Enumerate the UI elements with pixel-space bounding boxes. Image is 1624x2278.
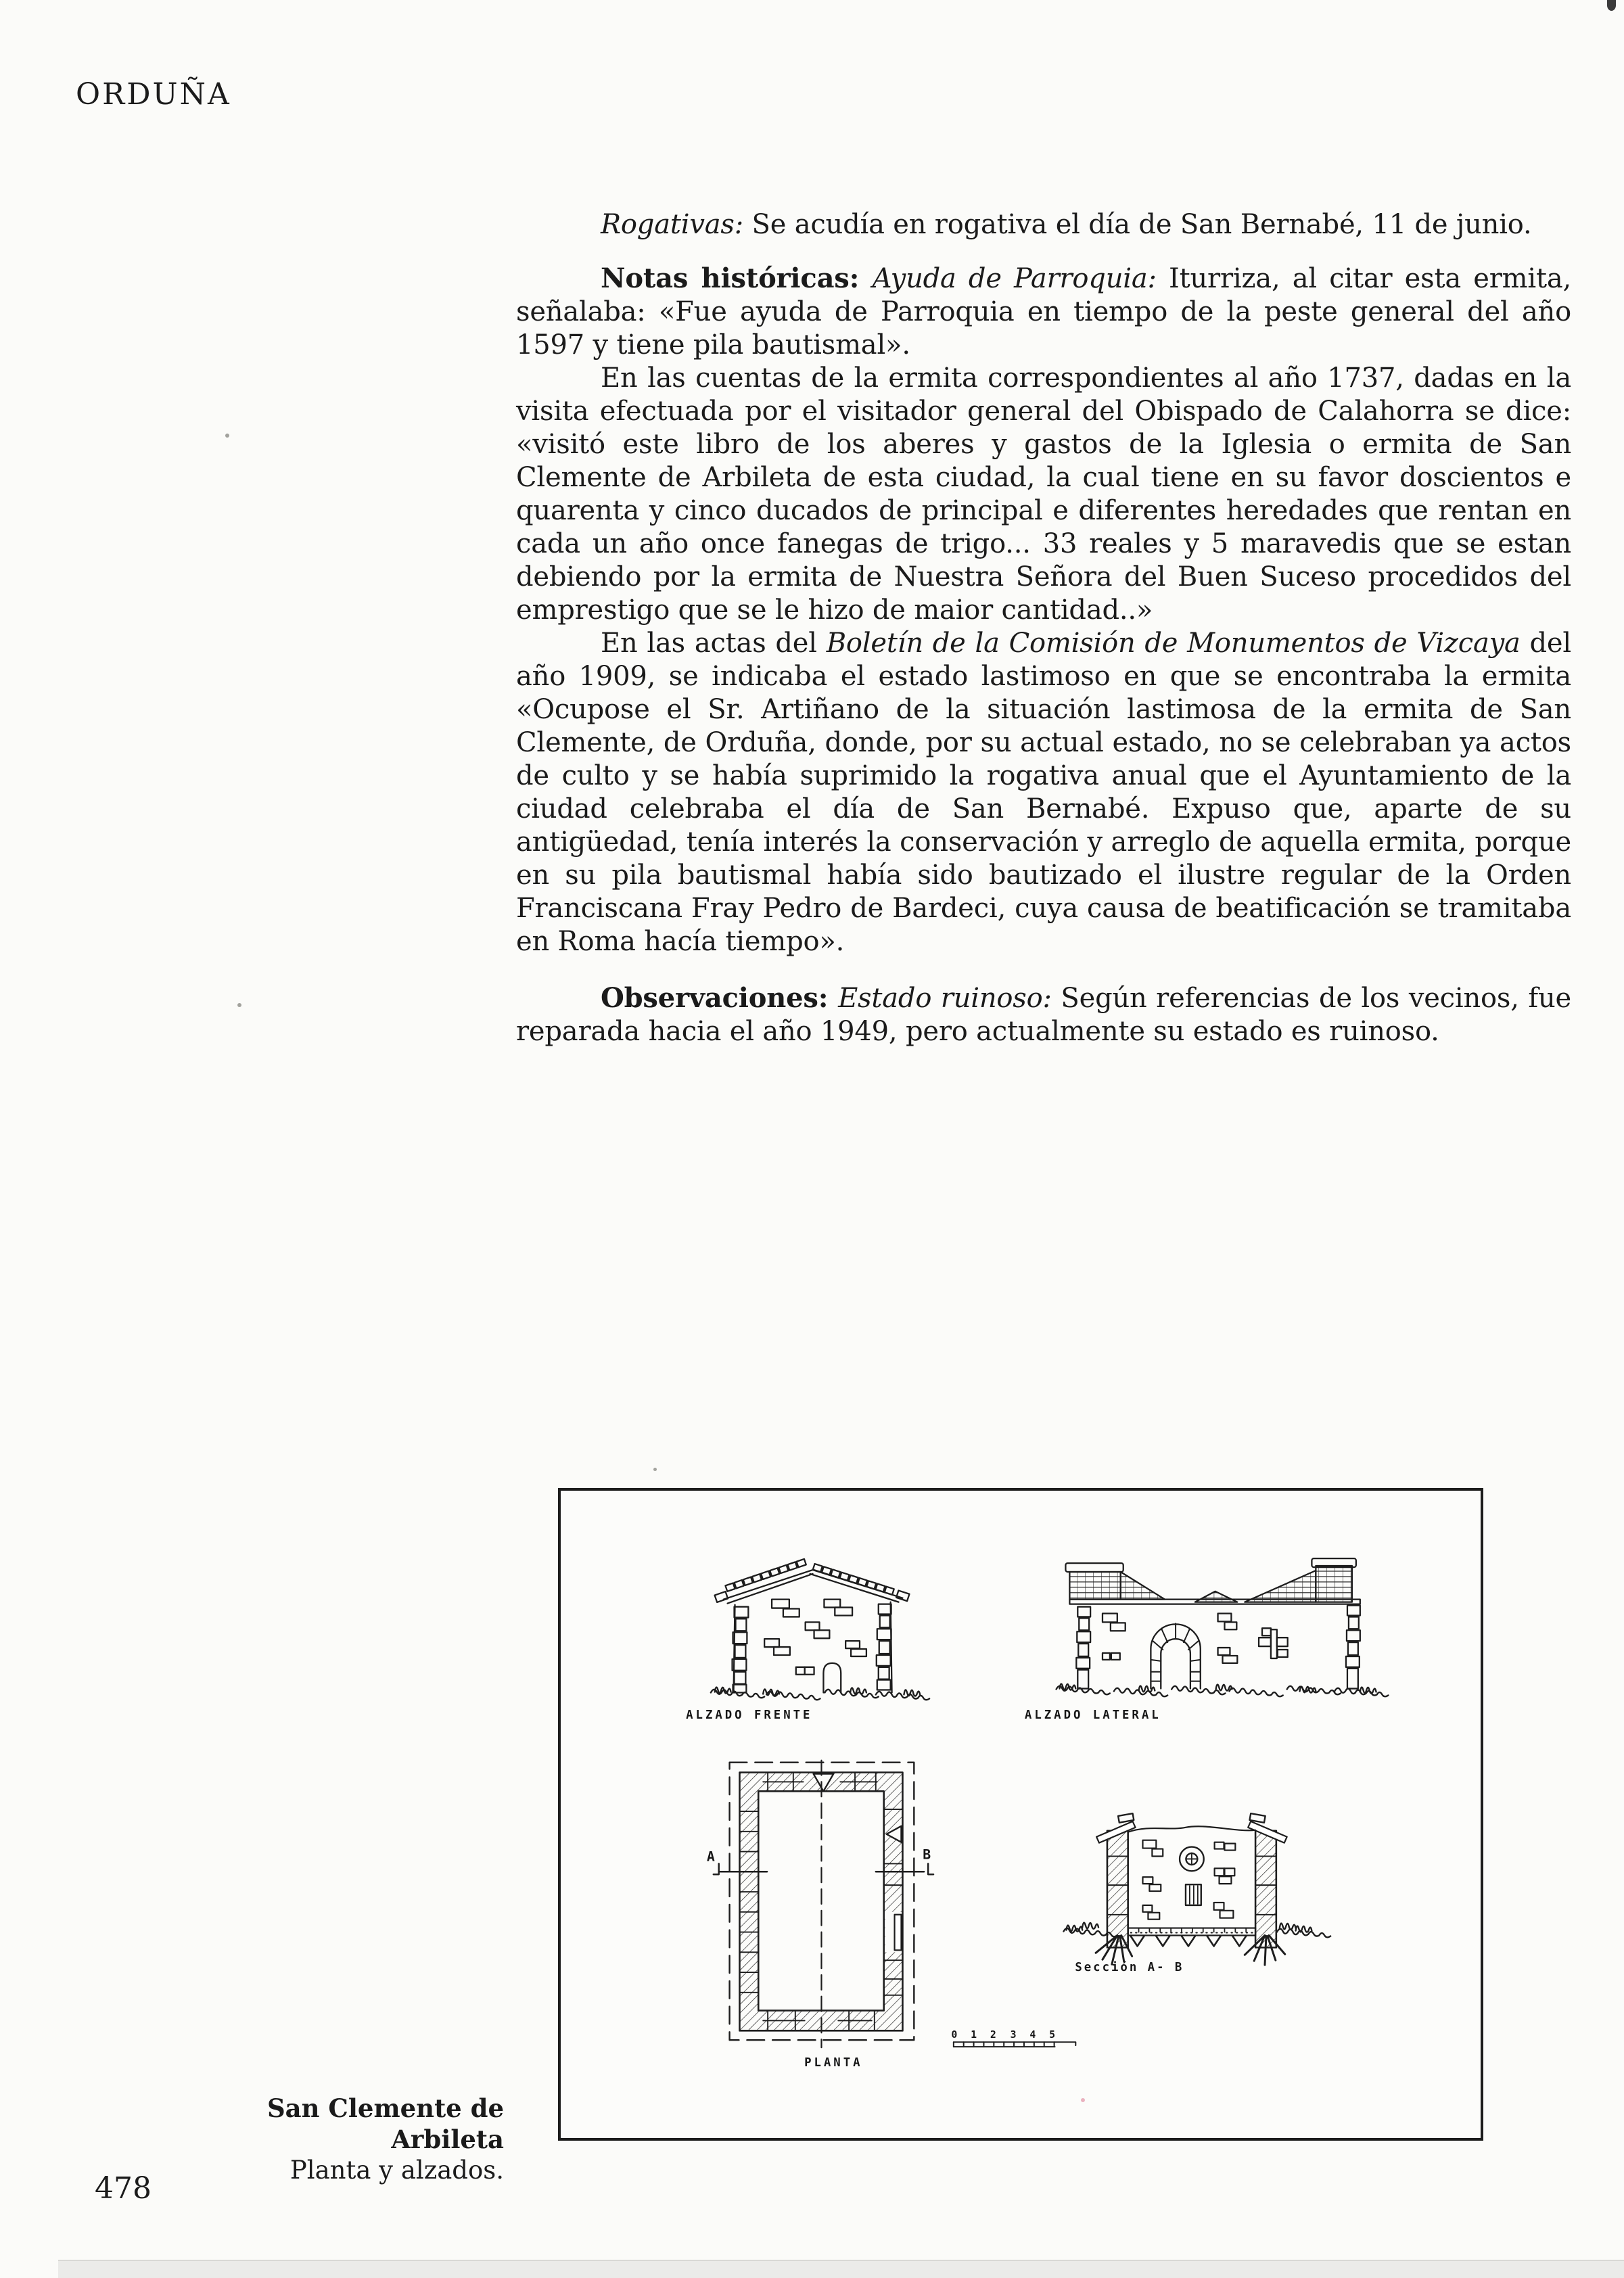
scale-tick-3: 3 — [1010, 2028, 1017, 2041]
plan-label: PLANTA — [804, 2055, 863, 2070]
lateral-ruin-right-slope — [1245, 1571, 1316, 1602]
plan-drawing — [714, 1761, 933, 2047]
notas-text: Iturriza, al citar esta ermita, señalaba: «Fue ayuda de Parroquia en tiempo de la peste general del año 1597 y tiene pila bautismal». — [516, 263, 1571, 361]
scan-dot-pink — [1081, 2098, 1085, 2102]
section-ridge-stone-right — [1249, 1813, 1265, 1823]
section-floor-band — [1128, 1928, 1255, 1936]
paragraph-notas-historicas — [516, 262, 1571, 362]
scan-dot-1 — [225, 434, 229, 438]
lateral-ruin-left-block — [1069, 1572, 1120, 1600]
lateral-ruin-mound — [1195, 1591, 1237, 1602]
section-underfloor-arrows — [1131, 1936, 1247, 1946]
front-quoins-right — [877, 1604, 891, 1690]
notas-lead: Notas históricas: — [601, 262, 873, 294]
article-text — [516, 208, 1571, 1048]
lateral-quoins-right — [1346, 1606, 1360, 1689]
observaciones-italic-lead: Estado ruinoso: — [838, 983, 1061, 1014]
paragraph-actas-1909 — [516, 627, 1571, 958]
scale-bar-ticks — [954, 2042, 1054, 2047]
section-wall-left — [1107, 1831, 1128, 1948]
front-door-arch — [823, 1663, 841, 1693]
scan-dot-2 — [237, 1003, 241, 1007]
section-wall-stones — [1142, 1840, 1235, 1920]
front-elevation-drawing — [711, 1559, 929, 1700]
lateral-elevation-drawing — [1057, 1558, 1389, 1696]
lateral-ruin-left-cap — [1065, 1563, 1123, 1572]
figure-caption — [203, 2093, 504, 2186]
page-number: 478 — [95, 2171, 152, 2206]
scale-bar-lines — [954, 2042, 1075, 2047]
plan-door-leaf — [895, 1915, 902, 1951]
lateral-arch-inner — [1161, 1639, 1190, 1688]
section-grille-bars — [1190, 1886, 1198, 1904]
section-wall-right — [1255, 1831, 1276, 1948]
scan-edge-strip — [58, 2260, 1624, 2278]
section-drawing — [1063, 1813, 1330, 1965]
paragraph-cuentas-1737 — [516, 362, 1571, 627]
front-wall-stones — [764, 1600, 866, 1675]
lateral-quoins-left — [1076, 1607, 1090, 1689]
front-eave-cap-right — [896, 1591, 909, 1602]
scale-tick-4: 4 — [1029, 2028, 1036, 2041]
running-header: ORDUÑA — [76, 77, 231, 112]
scale-bar — [954, 2042, 1075, 2047]
figure-caption-subtitle: Planta y alzados. — [289, 2156, 504, 2185]
front-roof-stones-left — [725, 1559, 806, 1591]
section-ridge-stone-left — [1118, 1813, 1134, 1823]
architectural-drawing — [561, 1491, 1481, 2138]
lateral-elevation-label: ALZADO LATERAL — [1024, 1708, 1161, 1723]
lateral-ruin-left-slope — [1121, 1572, 1165, 1600]
scale-bar-numbers — [951, 2028, 1055, 2041]
scan-speck-top-right — [1607, 0, 1616, 11]
lateral-wall-stones — [1103, 1613, 1288, 1663]
observaciones-lead: Observaciones: — [601, 982, 839, 1014]
figure-frame — [558, 1488, 1483, 2141]
scale-tick-1: 1 — [971, 2028, 977, 2041]
lateral-ruin-right-block — [1316, 1566, 1352, 1602]
figure-caption-title: San Clemente de Arbileta — [266, 2093, 504, 2154]
paragraph-rogativas — [516, 208, 1571, 241]
front-wall-edges — [734, 1602, 892, 1693]
front-eave-cap-left — [715, 1591, 728, 1602]
scale-tick-0: 0 — [951, 2028, 958, 2041]
rogativas-text: Se acudía en rogativa el día de San Bernabé, 11 de junio. — [743, 209, 1532, 240]
plan-marker-b: B — [923, 1846, 931, 1863]
actas-pre: En las actas del — [601, 628, 827, 659]
scale-tick-5: 5 — [1049, 2028, 1056, 2041]
plan-marker-a: A — [706, 1849, 715, 1865]
rogativas-lead: Rogativas: — [601, 209, 743, 240]
lateral-ground-grass — [1057, 1684, 1389, 1697]
observaciones-text: Según referencias de los vecinos, fue reparada hacia el año 1949, pero actualmente su estado es ruinoso. — [516, 983, 1571, 1047]
front-ground-grass — [711, 1688, 929, 1700]
cuentas-text: En las cuentas de la ermita correspondientes al año 1737, dadas en la visita efectuada por el visitador general del Obispado de Calahorra se dice: «visitó este libro de los aberes y gastos de la Iglesia o ermita de San Clemente de Arbileta de esta ciudad, la cual tiene en su favor doscientos e quarenta y cinco ducados de principal e diferentes heredades que rentan en cada un año once fanegas de trigo... 33 reales y 5 maravedis que se estan debiendo por la ermita de Nuestra Señora del Buen Suceso procedidos del emprestigo que se le hizo de maior cantidad..» — [516, 363, 1571, 626]
front-elevation-label: ALZADO FRENTE — [686, 1708, 813, 1723]
section-top-wavy-line — [1128, 1826, 1255, 1832]
scan-dot-3 — [653, 1468, 657, 1471]
scale-tick-2: 2 — [990, 2028, 996, 2041]
actas-text: del año 1909, se indicaba el estado lastimoso en que se encontraba la ermita «Ocupose el Sr. Artiñano de la situación lastimosa de la ermita de San Clemente, de Orduña, donde, por su actual estado, no se celebraban ya actos de culto y se había suprimido la rogativa anual que el Ayuntamiento de la ciudad celebraba el día de San Bernabé. Expuso que, aparte de su antigüedad, tenía interés la conservación y arreglo de aquella ermita, porque en su pila bautismal había sido bautizado el ilustre regular de la Orden Franciscana Fray Pedro de Bardeci, cuya causa de beatificación se tramitaba en Roma hacía tiempo». — [516, 628, 1571, 957]
paragraph-observaciones — [516, 981, 1571, 1048]
section-label: Sección A- B — [1075, 1961, 1184, 1975]
actas-boletin-title: Boletín de la Comisión de Monumentos de Vizcaya — [826, 628, 1521, 659]
notas-italic-lead: Ayuda de Parroquia: — [872, 263, 1169, 294]
